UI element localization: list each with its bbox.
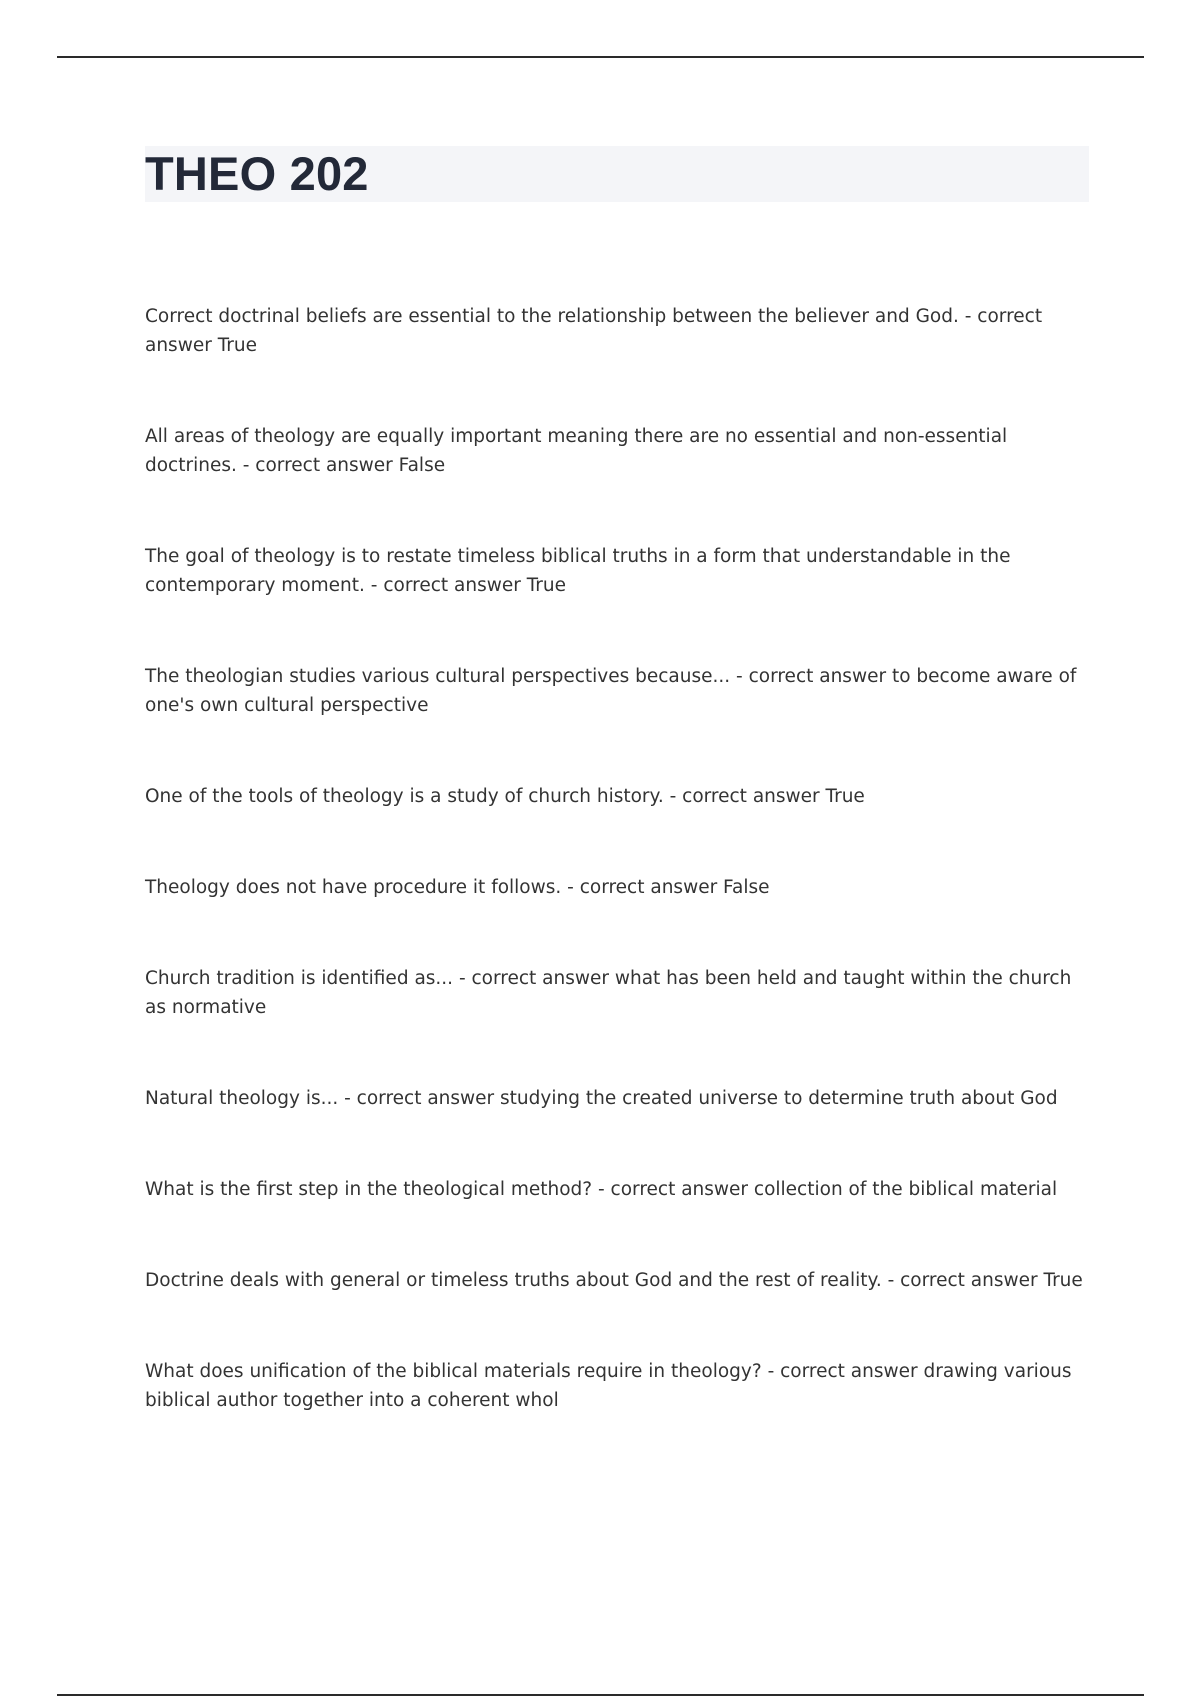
top-rule [57, 56, 1144, 58]
bottom-rule [57, 1694, 1144, 1696]
qa-item: Church tradition is identified as... - correct answer what has been held and taught within the church as normative [145, 968, 1072, 1018]
title-banner [145, 146, 1089, 202]
qa-item: The theologian studies various cultural perspectives because... - correct answer to become aware of one's own cultural perspective [145, 666, 1077, 716]
qa-item: One of the tools of theology is a study of church history. - correct answer True [145, 786, 865, 807]
qa-item: Natural theology is... - correct answer studying the created universe to determine truth about God [145, 1088, 1058, 1109]
qa-item: Correct doctrinal beliefs are essential to the relationship between the believer and God. - correct answer True [145, 306, 1043, 356]
qa-item: What does unification of the biblical materials require in theology? - correct answer drawing various biblical author together into a coherent whol [145, 1361, 1072, 1411]
document-title: THEO 202 [145, 147, 369, 200]
qa-list [145, 302, 1089, 1415]
qa-item: The goal of theology is to restate timeless biblical truths in a form that understandable in the contemporary moment. - correct answer True [145, 546, 1011, 596]
qa-item: Theology does not have procedure it follows. - correct answer False [145, 877, 770, 898]
qa-item: All areas of theology are equally important meaning there are no essential and non-essential doctrines. - correct answer False [145, 426, 1008, 476]
qa-item: Doctrine deals with general or timeless truths about God and the rest of reality. - correct answer True [145, 1270, 1083, 1291]
document-body [145, 146, 1089, 1477]
qa-item: What is the first step in the theological method? - correct answer collection of the biblical material [145, 1179, 1058, 1200]
